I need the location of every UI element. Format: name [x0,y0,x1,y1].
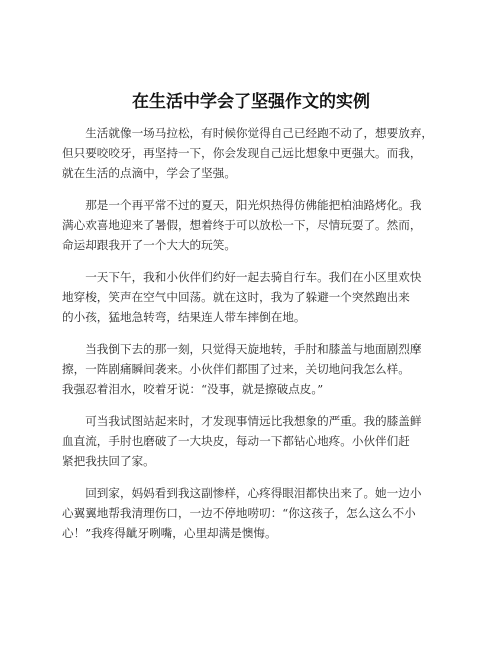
paragraph-line: 血直流，手肘也磨破了一大块皮，每动一下都钻心地疼。小伙伴们赶 [62,434,410,448]
paragraph-line: 心！”我疼得龇牙咧嘴，心里却满是懊悔。 [62,526,277,540]
paragraph-line: 紧把我扶回了家。 [62,454,155,468]
paragraph-line: 心翼翼地帮我清理伤口，一边不停地唠叨：“你这孩子，怎么这么不小 [62,506,416,520]
paragraph-line: 一天下午，我和小伙伴们约好一起去骑自行车。我们在小区里欢快 [85,270,422,284]
paragraph-line: 我强忍着泪水，咬着牙说：“没事，就是擦破点皮。” [62,382,324,396]
paragraph-line: 命运却跟我开了一个大大的玩笑。 [62,238,236,252]
paragraph-line: 擦，一阵剧痛瞬间袭来。小伙伴们都围了过来，关切地问我怎么样。 [62,362,410,376]
document-title: 在生活中学会了坚强作文的实例 [132,92,370,112]
paragraph-5 [62,411,444,471]
paragraph-line: 就在生活的点滴中，学会了坚强。 [62,166,236,180]
paragraph-line: 满心欢喜地迎来了暑假，想着终于可以放松一下，尽情玩耍了。然而， [62,218,422,232]
paragraph-line: 当我倒下去的那一刻，只觉得天旋地转，手肘和膝盖与地面剧烈摩 [85,342,422,356]
paragraph-line: 但只要咬咬牙，再坚持一下，你会发现自己远比想象中更强大。而我， [62,146,422,160]
paragraph-line: 生活就像一场马拉松，有时候你觉得自己已经跑不动了，想要放弃， [85,126,434,140]
paragraph-line: 回到家，妈妈看到我这副惨样，心疼得眼泪都快出来了。她一边小 [85,486,422,500]
paragraph-line: 的小孩，猛地急转弯，结果连人带车摔倒在地。 [62,310,306,324]
paragraph-2 [62,195,444,255]
paragraph-line: 可当我试图站起来时，才发现事情远比我想象的严重。我的膝盖鲜 [85,414,422,428]
paragraph-1 [62,123,444,183]
document-body [62,123,444,555]
paragraph-line: 地穿梭，笑声在空气中回荡。就在这时，我为了躲避一个突然跑出来 [62,290,410,304]
paragraph-3 [62,267,444,327]
paragraph-6 [62,483,444,543]
paragraph-4 [62,339,444,399]
paragraph-line: 那是一个再平常不过的夏天，阳光炽热得仿佛能把柏油路烤化。我 [85,198,422,212]
